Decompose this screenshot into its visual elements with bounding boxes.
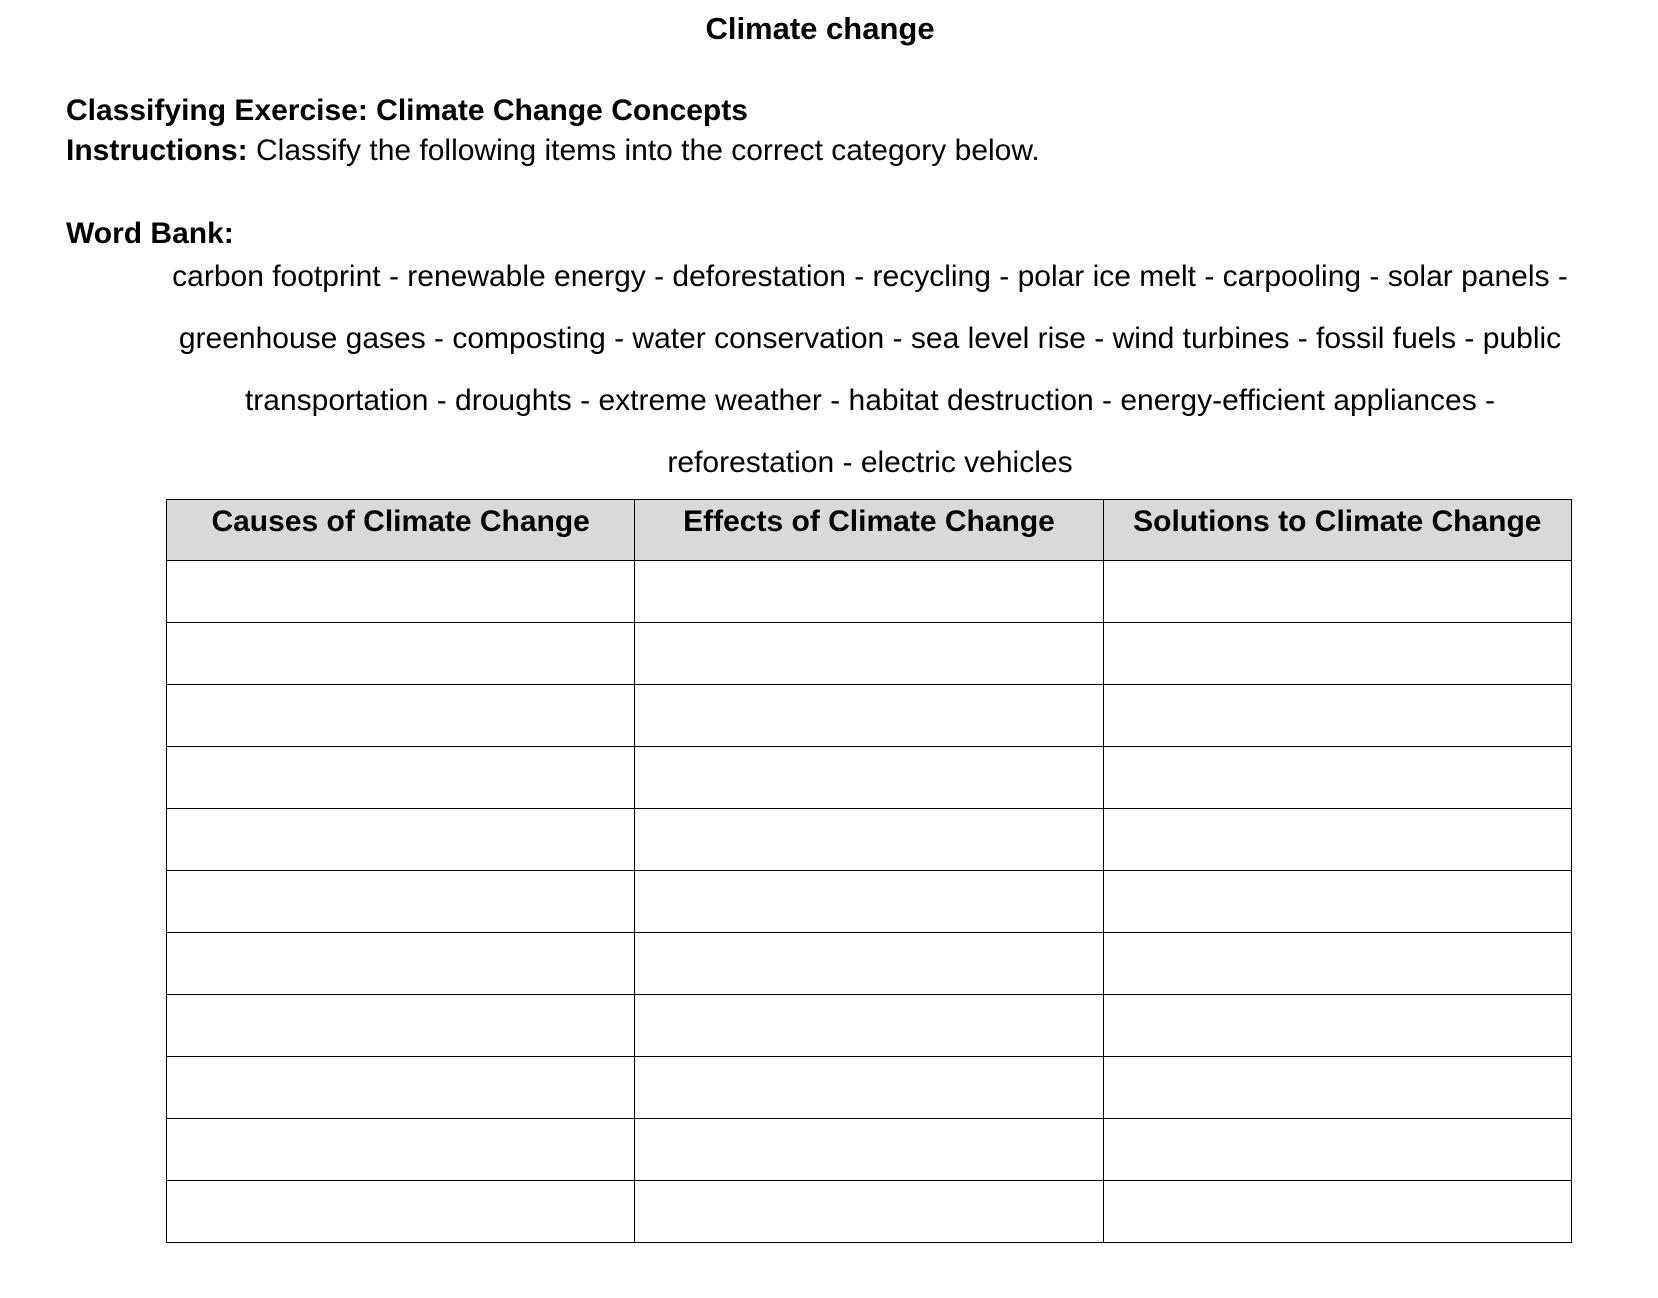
word-bank-text: carbon footprint - renewable energy - deforestation - recycling - polar ice melt - carpooling - solar panels - greenhouse gases - composting - water conservation - sea level rise - wind turbines - fossil fuels - public transportation - droughts - extreme weather - habitat destruction - energy-efficient appliances - reforestation - electric vehicles	[172, 260, 1568, 479]
answer-cell[interactable]	[167, 1057, 635, 1119]
answer-cell[interactable]	[1103, 995, 1571, 1057]
answer-cell[interactable]	[167, 995, 635, 1057]
table-body	[167, 561, 1572, 1243]
column-header-solutions: Solutions to Climate Change	[1103, 500, 1571, 561]
answer-cell[interactable]	[167, 623, 635, 685]
answer-cell[interactable]	[635, 685, 1103, 747]
answer-cell[interactable]	[1103, 561, 1571, 623]
answer-cell[interactable]	[635, 871, 1103, 933]
answer-cell[interactable]	[635, 995, 1103, 1057]
answer-cell[interactable]	[1103, 871, 1571, 933]
table-row	[167, 995, 1572, 1057]
table-row	[167, 747, 1572, 809]
answer-cell[interactable]	[635, 1119, 1103, 1181]
word-bank-label: Word Bank:	[66, 217, 234, 250]
answer-cell[interactable]	[635, 809, 1103, 871]
table-row	[167, 1181, 1572, 1243]
answer-cell[interactable]	[167, 1181, 635, 1243]
classification-table	[166, 499, 1572, 1243]
page-title: Climate change	[705, 11, 935, 46]
instructions	[66, 132, 1040, 170]
answer-cell[interactable]	[167, 933, 635, 995]
answer-cell[interactable]	[167, 871, 635, 933]
column-header-effects: Effects of Climate Change	[635, 500, 1103, 561]
answer-cell[interactable]	[1103, 1057, 1571, 1119]
answer-cell[interactable]	[635, 933, 1103, 995]
answer-cell[interactable]	[1103, 933, 1571, 995]
answer-cell[interactable]	[635, 1057, 1103, 1119]
instructions-label: Instructions:	[66, 134, 248, 167]
answer-cell[interactable]	[167, 809, 635, 871]
answer-cell[interactable]	[1103, 685, 1571, 747]
table-row	[167, 1057, 1572, 1119]
answer-cell[interactable]	[635, 623, 1103, 685]
answer-cell[interactable]	[635, 561, 1103, 623]
table-row	[167, 809, 1572, 871]
table-row	[167, 623, 1572, 685]
answer-cell[interactable]	[167, 561, 635, 623]
answer-cell[interactable]	[635, 1181, 1103, 1243]
table-row	[167, 561, 1572, 623]
exercise-title: Classifying Exercise: Climate Change Concepts	[66, 94, 748, 127]
answer-cell[interactable]	[167, 685, 635, 747]
table-header-row	[167, 500, 1572, 561]
answer-cell[interactable]	[1103, 747, 1571, 809]
answer-cell[interactable]	[1103, 1119, 1571, 1181]
answer-cell[interactable]	[1103, 623, 1571, 685]
answer-cell[interactable]	[635, 747, 1103, 809]
answer-cell[interactable]	[167, 747, 635, 809]
table-row	[167, 933, 1572, 995]
table-row	[167, 871, 1572, 933]
answer-cell[interactable]	[1103, 809, 1571, 871]
instructions-text: Classify the following items into the correct category below.	[247, 134, 1040, 167]
answer-cell[interactable]	[167, 1119, 635, 1181]
answer-cell[interactable]	[1103, 1181, 1571, 1243]
table-row	[167, 685, 1572, 747]
table-row	[167, 1119, 1572, 1181]
column-header-causes: Causes of Climate Change	[167, 500, 635, 561]
